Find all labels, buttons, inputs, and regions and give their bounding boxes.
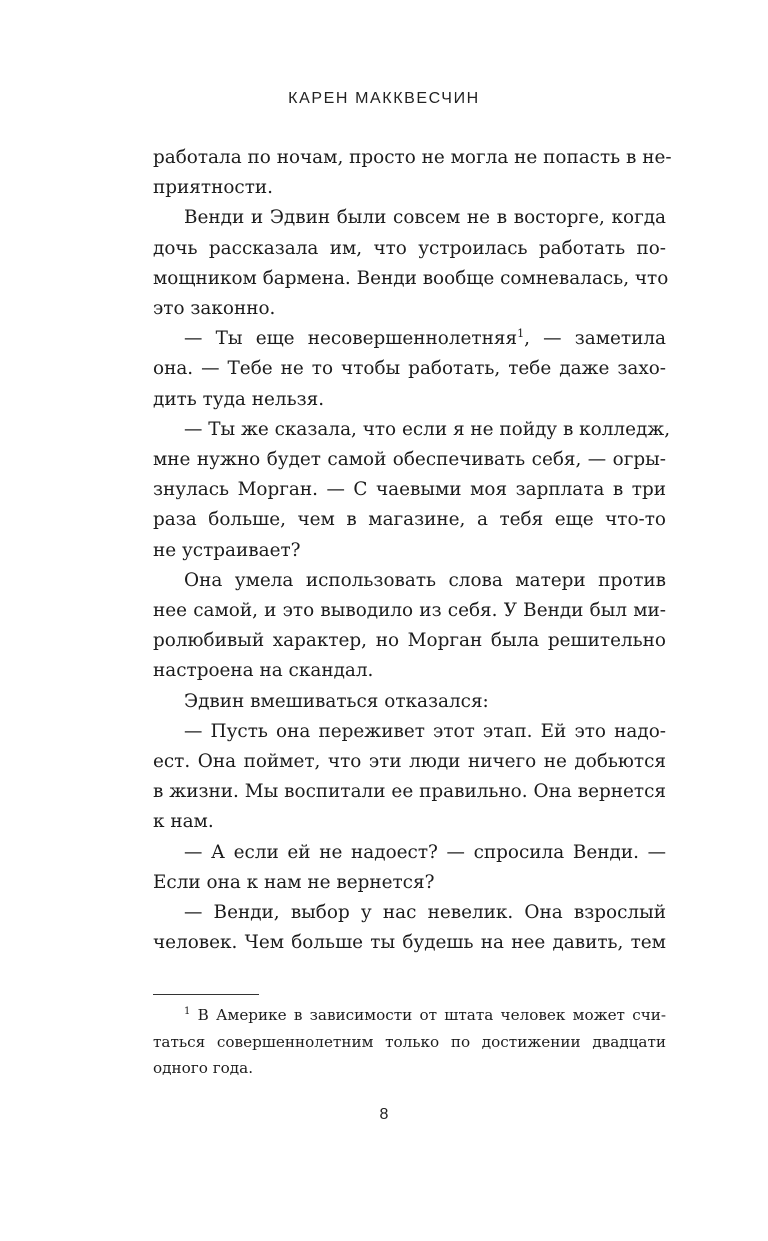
text-line: не устраивает? [153, 539, 301, 561]
text-line: — Пусть она переживет этот этап. Ей это надо- [184, 720, 666, 742]
text-line: приятности. [153, 177, 273, 199]
paragraph [153, 898, 666, 958]
text-line: работала по ночам, просто не могла не попасть в не- [153, 147, 672, 168]
footnote-line: таться совершеннолетним только по достижении двадцати [153, 1032, 666, 1051]
paragraph [153, 203, 669, 324]
text-line: Если она к нам не вернется? [153, 871, 435, 893]
text-fragment: В Америке в зависимости от штата человек может счи- [190, 1006, 666, 1024]
text-line: Эдвин вмешиваться отказался: [184, 690, 489, 712]
paragraph [153, 566, 666, 687]
text-line: — Венди, выбор у нас невелик. Она взрослый [184, 902, 666, 924]
footnote-line [153, 1002, 666, 1029]
text-line: она. — Тебе не то чтобы работать, тебе даже захо- [153, 358, 666, 380]
text-line: человек. Чем больше ты будешь на нее давить, тем [153, 932, 666, 954]
text-line: дочь рассказала им, что устроилась работать по- [153, 237, 666, 259]
text-line: раза больше, чем в магазине, а тебя еще что-то [153, 509, 666, 531]
text-line: ест. Она поймет, что эти люди ничего не добьются [153, 751, 666, 773]
text-line: знулась Морган. — С чаевыми моя зарплата в три [153, 479, 666, 501]
paragraph [153, 717, 666, 838]
paragraph [153, 838, 666, 898]
text-line: в жизни. Мы воспитали ее правильно. Она вернется [153, 781, 666, 803]
text-line: мощником бармена. Венди вообще сомневалась, что [153, 267, 669, 289]
footnote [153, 1002, 666, 1082]
paragraph [153, 143, 672, 203]
text-line: дить туда нельзя. [153, 388, 325, 410]
text-line: это законно. [153, 298, 276, 320]
paragraph [153, 415, 671, 566]
footnote-marker[interactable]: 1 [517, 327, 525, 341]
text-line: ролюбивый характер, но Морган была решительно [153, 630, 666, 652]
text-line: — А если ей не надоест? — спросила Венди. — [184, 841, 666, 863]
text-line: Она умела использовать слова матери против [184, 569, 666, 591]
text-line: мне нужно будет самой обеспечивать себя, — огры- [153, 449, 666, 471]
footnote-number: 1 [184, 1006, 191, 1017]
paragraph [153, 687, 666, 717]
page-number: 8 [379, 1106, 389, 1123]
text-line: Венди и Эдвин были совсем не в восторге, когда [184, 207, 666, 229]
text-line: к нам. [153, 811, 214, 833]
text-fragment: , — заметила [524, 328, 666, 350]
footnote-line: одного года. [153, 1059, 254, 1077]
footnote-divider [153, 994, 259, 995]
paragraph [153, 324, 666, 415]
text-line: — Ты же сказала, что если я не пойду в колледж, [184, 418, 671, 440]
text-line: нее самой, и это выводило из себя. У Венди был ми- [153, 600, 666, 622]
text-fragment: — Ты еще несовершеннолетняя [184, 328, 518, 350]
running-head-author: КАРЕН МАККВЕСЧИН [288, 90, 480, 107]
text-line: настроена на скандал. [153, 660, 374, 682]
body-text [153, 143, 672, 958]
text-line [153, 324, 666, 354]
